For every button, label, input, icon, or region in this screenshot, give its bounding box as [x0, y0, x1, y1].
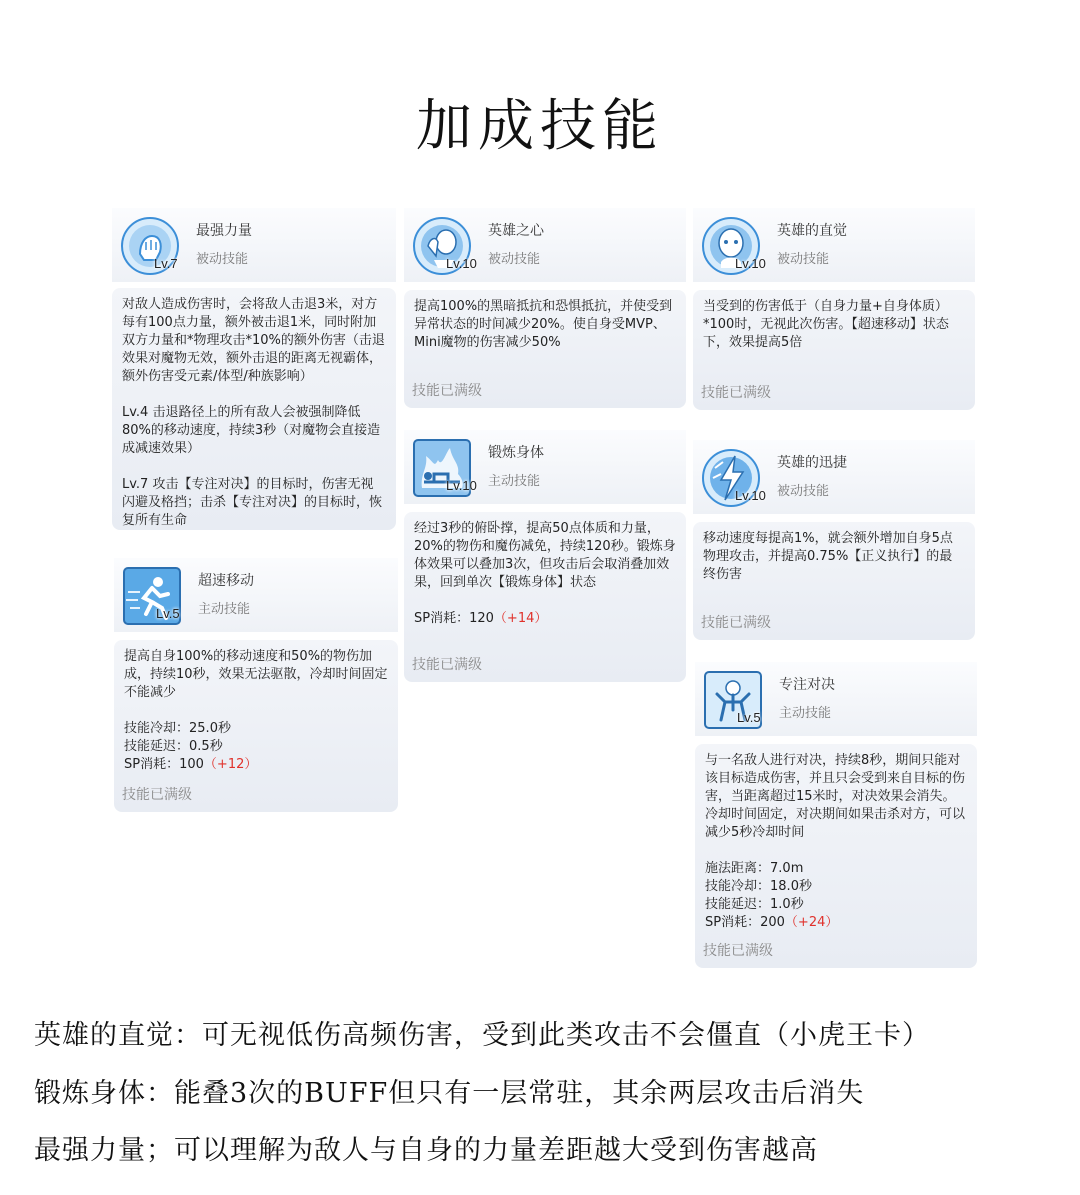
skill-header [404, 430, 686, 504]
skill-stat-sp: SP消耗：120（+14） [414, 611, 548, 626]
skill-description [112, 288, 396, 530]
skill-stat-cooldown: 技能冷却：18.0秒 [705, 879, 812, 894]
skill-text: 移动速度每提高1%，就会额外增加自身5点物理攻击，并提高0.75%【正义执行】的最终伤害 [703, 531, 953, 582]
skill-card-hero-swift[interactable] [693, 440, 975, 640]
skill-type: 主动技能 [488, 474, 541, 489]
skill-card-hero-intuition[interactable] [693, 208, 975, 410]
skill-maxed-status: 技能已满级 [412, 657, 482, 673]
skill-text: 当受到的伤害低于（自身力量+自身体质）*100时，无视此次伤害。【超速移动】状态下，效果提高5倍 [703, 299, 949, 350]
skill-name: 专注对决 [779, 677, 835, 693]
skill-header [693, 440, 975, 514]
skill-card-speed-move[interactable] [114, 558, 398, 812]
skill-maxed-status: 技能已满级 [703, 943, 773, 959]
skill-level: Lv.10 [735, 488, 766, 503]
skill-level: Lv.7 [154, 256, 178, 271]
skill-stat-cooldown: 技能冷却：25.0秒 [124, 721, 231, 736]
skill-stat-delay: 技能延迟：1.0秒 [705, 897, 804, 912]
skill-type: 主动技能 [198, 602, 251, 617]
skill-level: Lv.10 [446, 478, 477, 493]
skill-type: 被动技能 [777, 252, 830, 267]
skill-description [404, 512, 686, 682]
skill-name: 超速移动 [198, 573, 254, 589]
note-strongest-power: 最强力量；可以理解为敌人与自身的力量差距越大受到伤害越高 [34, 1135, 818, 1166]
skill-description [404, 290, 686, 408]
skill-text: Lv.4 击退路径上的所有敌人会被强制降低80%的移动速度，持续3秒（对魔物会直接造成减速效果） [122, 405, 381, 456]
skill-header [112, 208, 396, 282]
skill-description [695, 744, 977, 968]
skill-level: Lv.10 [735, 256, 766, 271]
skill-level: Lv.5 [737, 710, 761, 725]
note-forge-body: 锻炼身体：能叠3次的BUFF但只有一层常驻，其余两层攻击后消失 [34, 1078, 865, 1109]
skill-level: Lv.10 [446, 256, 477, 271]
note-hero-intuition: 英雄的直觉：可无视低伤高频伤害，受到此类攻击不会僵直（小虎王卡） [34, 1020, 930, 1051]
skill-text: 提高自身100%的移动速度和50%的物伤加成，持续10秒，效果无法驱散，冷却时间固定不能减少 [124, 649, 388, 700]
skill-text: 提高100%的黑暗抵抗和恐惧抵抗，并使受到异常状态的时间减少20%。使自身受MVP、Mini魔物的伤害减少50% [414, 299, 673, 350]
skill-description [693, 522, 975, 640]
skill-description [693, 290, 975, 410]
skill-stat-sp: SP消耗：100（+12） [124, 757, 258, 772]
skill-header [404, 208, 686, 282]
skill-text: 对敌人造成伤害时，会将敌人击退3米，对方每有100点力量，额外被击退1米，同时附加双方力量和*物理攻击*10%的额外伤害（击退效果对魔物无效，额外击退的距离无视霸体，额外伤害受元素/体型/种族影响） [122, 297, 385, 384]
skill-level: Lv.5 [156, 606, 180, 621]
skill-name: 英雄的直觉 [777, 223, 847, 239]
skill-name: 最强力量 [196, 223, 252, 239]
skill-stat-delay: 技能延迟：0.5秒 [124, 739, 223, 754]
skill-card-hero-heart[interactable] [404, 208, 686, 408]
skill-text: 与一名敌人进行对决，持续8秒，期间只能对该目标造成伤害，并且只会受到来自目标的伤害，当距离超过15米时，对决效果会消失。冷却时间固定，对决期间如果击杀对方，可以减少5秒冷却时间 [705, 753, 966, 840]
skill-type: 被动技能 [488, 252, 541, 267]
skill-type: 被动技能 [777, 484, 830, 499]
skill-maxed-status: 技能已满级 [701, 615, 771, 631]
skill-type: 被动技能 [196, 252, 249, 267]
skill-description [114, 640, 398, 812]
skill-maxed-status: 技能已满级 [701, 385, 771, 401]
skill-card-strongest-power[interactable] [112, 208, 396, 530]
skill-stat-range: 施法距离：7.0m [705, 861, 804, 876]
skill-card-forge-body[interactable] [404, 430, 686, 682]
skill-type: 主动技能 [779, 706, 832, 721]
skill-name: 锻炼身体 [488, 445, 544, 461]
skill-maxed-status: 技能已满级 [412, 383, 482, 399]
page-title: 加成技能 [416, 94, 664, 159]
skill-header [695, 662, 977, 736]
skill-name: 英雄之心 [488, 223, 544, 239]
skill-text: 经过3秒的俯卧撑，提高50点体质和力量，20%的物伤和魔伤减免，持续120秒。锻炼身体效果可以叠加3次，但攻击后会取消叠加效果，回到单次【锻炼身体】状态 [414, 521, 676, 590]
skill-name: 英雄的迅捷 [777, 455, 847, 471]
skill-stat-sp: SP消耗：200（+24） [705, 915, 839, 930]
skill-maxed-status: 技能已满级 [122, 787, 192, 803]
skill-header [693, 208, 975, 282]
skill-text: Lv.7 攻击【专注对决】的目标时，伤害无视闪避及格挡；击杀【专注对决】的目标时，恢复所有生命 [122, 477, 383, 528]
skill-card-focus-duel[interactable] [695, 662, 977, 968]
skill-header [114, 558, 398, 632]
